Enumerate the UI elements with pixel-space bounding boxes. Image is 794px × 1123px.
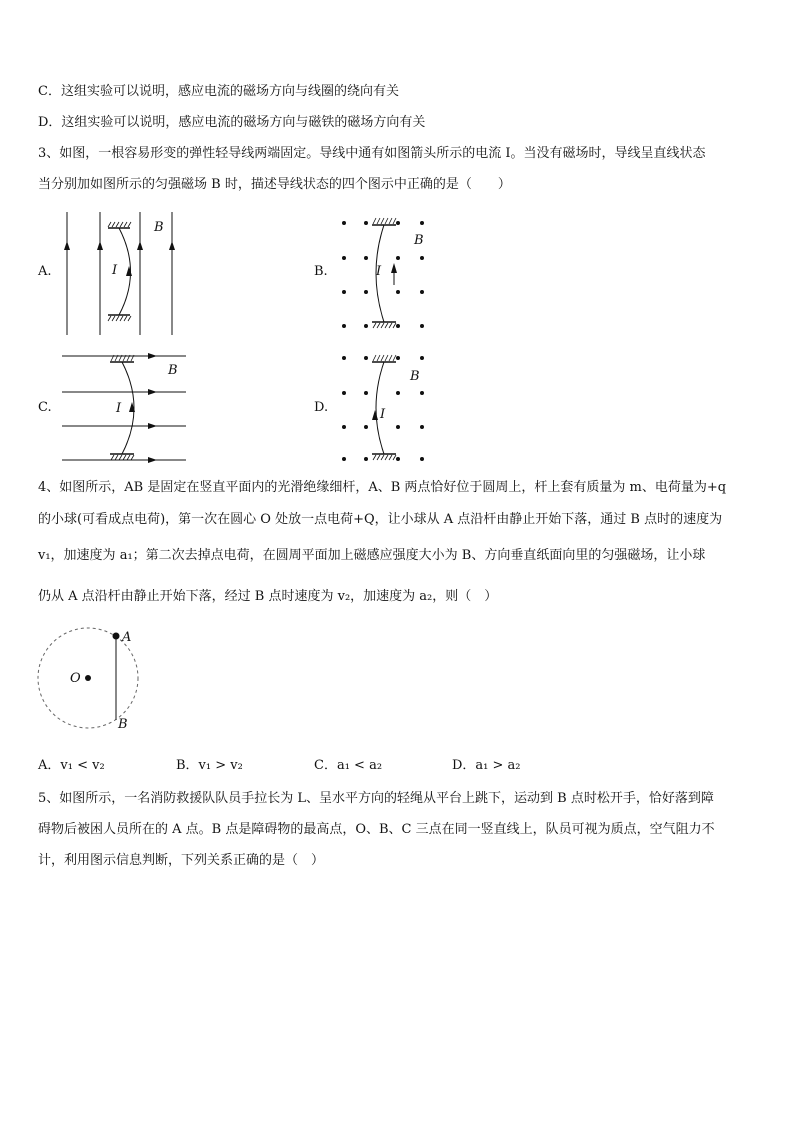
q3b-field-label: B (414, 233, 424, 248)
question-3-line-1: 3、如图，一根容易形变的弹性轻导线两端固定。导线中通有如图箭头所示的电流 I。当没有磁场时，导线呈直线状态 (38, 146, 706, 161)
q4-answer-a: A．v₁ < v₂ (38, 758, 105, 773)
q3d-field-label: B (410, 369, 420, 384)
q4-center-o-label: O (70, 671, 81, 686)
q3a-field-label: B (154, 220, 164, 235)
q3a-current-label: I (112, 263, 118, 278)
question-5-line-3: 计，利用图示信息判断，下列关系正确的是（ ） (38, 853, 325, 868)
q3-option-d-label: D. (314, 400, 329, 415)
q3b-current-label: I (376, 264, 382, 279)
q3-option-b-label: B. (314, 264, 328, 279)
question-4-line-4: 仍从 A 点沿杆由静止开始下落，经过 B 点时速度为 v₂，加速度为 a₂，则（ ） (38, 589, 498, 604)
q3-figure-b (336, 215, 436, 335)
q3c-current-label: I (116, 401, 122, 416)
q3-figure-c (60, 350, 190, 465)
option-c-text: C．这组实验可以说明，感应电流的磁场方向与线圈的绕向有关 (38, 84, 399, 99)
q4-answer-b: B．v₁ > v₂ (176, 758, 243, 773)
q4-point-b-label: B (118, 717, 128, 732)
q4-answer-d: D．a₁ > a₂ (452, 758, 521, 773)
q3d-current-label: I (380, 407, 386, 422)
question-5-line-2: 碍物后被困人员所在的 A 点。B 点是障碍物的最高点，O、B、C 三点在同一竖直线上，队员可视为质点，空气阻力不 (38, 822, 715, 837)
q4-figure-circle-rod (36, 624, 146, 734)
q3-figure-a (60, 210, 180, 340)
question-4-line-2: 的小球(可看成点电荷)，第一次在圆心 O 处放一点电荷+Q，让小球从 A 点沿杆由静止开始下落，通过 B 点时的速度为 (38, 512, 723, 527)
question-3-line-2: 当分别加如图所示的匀强磁场 B 时，描述导线状态的四个图示中正确的是（ ） (38, 177, 511, 192)
q4-answer-c: C．a₁ < a₂ (314, 758, 383, 773)
q4-point-a-label: A (122, 630, 132, 645)
option-d-text: D．这组实验可以说明，感应电流的磁场方向与磁铁的磁场方向有关 (38, 115, 426, 130)
question-5-line-1: 5、如图所示，一名消防救援队队员手拉长为 L、呈水平方向的轻绳从平台上跳下，运动到 B 点时松开手，恰好落到障 (38, 791, 714, 806)
q3-figure-d (336, 350, 436, 468)
q3-option-c-label: C. (38, 400, 52, 415)
question-4-line-3: v₁，加速度为 a₁；第二次去掉点电荷，在圆周平面加上磁感应强度大小为 B、方向垂直纸面向里的匀强磁场，让小球 (38, 548, 706, 563)
q3-option-a-label: A. (38, 264, 52, 279)
q3c-field-label: B (168, 363, 178, 378)
question-4-line-1: 4、如图所示，AB 是固定在竖直平面内的光滑绝缘细杆，A、B 两点恰好位于圆周上，杆上套有质量为 m、电荷量为+q (38, 480, 727, 495)
